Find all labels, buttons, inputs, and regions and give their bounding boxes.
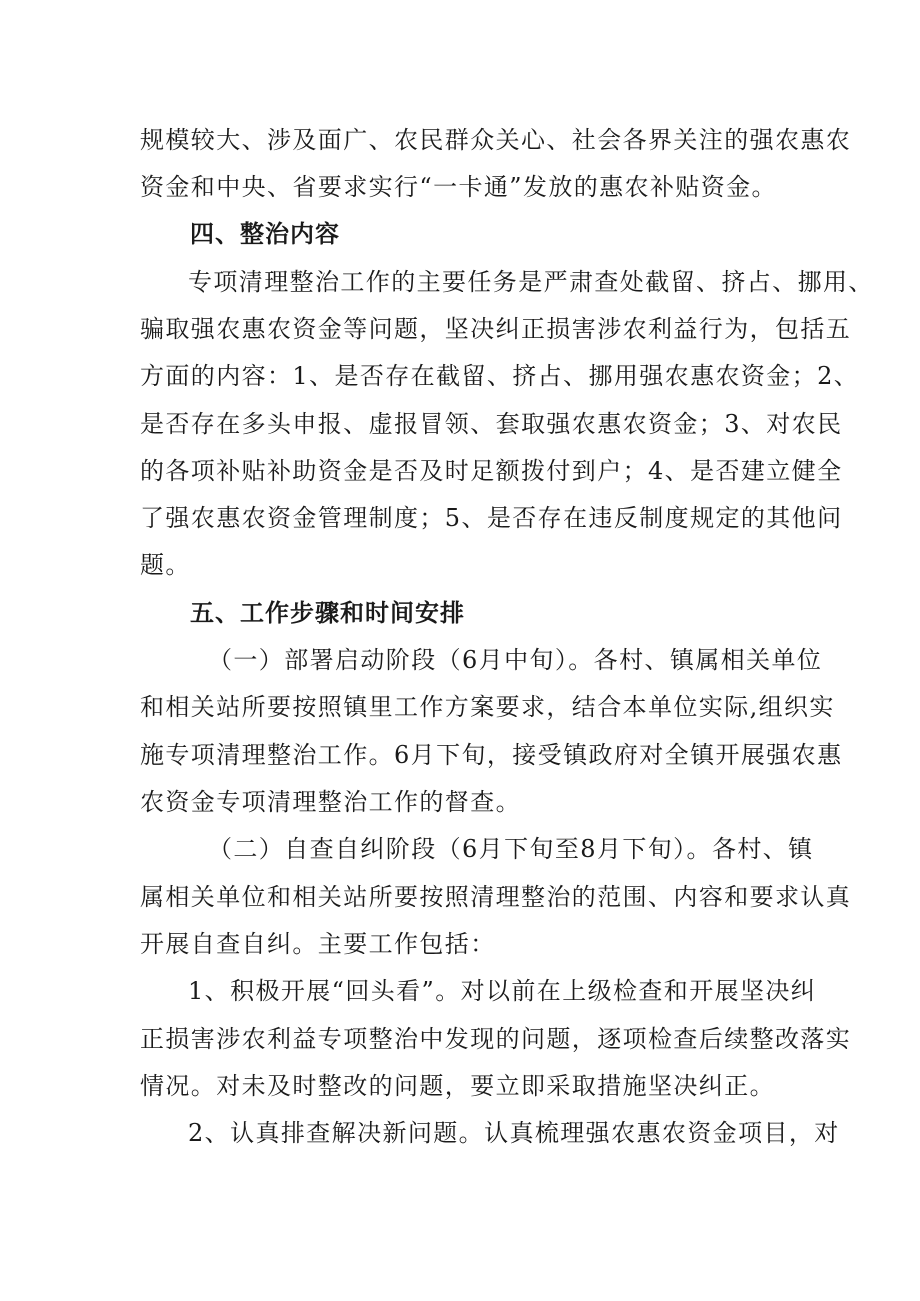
- body-line: 题。: [140, 551, 191, 579]
- body-line: 资金和中央、省要求实行“一卡通”发放的惠农补贴资金。: [140, 173, 777, 201]
- body-line: 情况。对未及时整改的问题，要立即采取措施坚决纠正。: [140, 1072, 775, 1100]
- body-line: 骗取强农惠农资金等问题，坚决纠正损害涉农利益行为，包括五: [140, 315, 852, 343]
- body-line: 施专项清理整治工作。6月下旬，接受镇政府对全镇开展强农惠: [140, 741, 843, 769]
- section-heading-5: 五、工作步骤和时间安排: [190, 599, 465, 627]
- body-line: （一）部署启动阶段（6月中旬）。各村、镇属相关单位: [208, 646, 823, 674]
- body-line: （二）自查自纠阶段（6月下旬至8月下旬）。各村、镇: [208, 835, 814, 863]
- body-line: 1、积极开展“回头看”。对以前在上级检查和开展坚决纠: [188, 977, 817, 1005]
- body-line: 和相关站所要按照镇里工作方案要求，结合本单位实际,组织实: [140, 693, 835, 721]
- section-heading-4: 四、整治内容: [190, 220, 340, 248]
- body-line: 专项清理整治工作的主要任务是严肃查处截留、挤占、挪用、: [188, 268, 874, 296]
- body-line: 正损害涉农利益专项整治中发现的问题，逐项检查后续整改落实: [140, 1025, 852, 1053]
- body-line: 方面的内容：1、是否存在截留、挤占、挪用强农惠农资金；2、: [140, 362, 860, 390]
- body-line: 是否存在多头申报、虚报冒领、套取强农惠农资金；3、对农民: [140, 410, 843, 438]
- body-line: 农资金专项清理整治工作的督查。: [140, 788, 521, 816]
- body-line: 属相关单位和相关站所要按照清理整治的范围、内容和要求认真: [140, 883, 852, 911]
- body-line: 开展自查自纠。主要工作包括：: [140, 930, 496, 958]
- body-line: 了强农惠农资金管理制度；5、是否存在违反制度规定的其他问: [140, 504, 843, 532]
- body-line: 2、认真排查解决新问题。认真梳理强农惠农资金项目，对: [188, 1119, 840, 1147]
- body-line: 规模较大、涉及面广、农民群众关心、社会各界关注的强农惠农: [140, 126, 852, 154]
- body-line: 的各项补贴补助资金是否及时足额拨付到户；4、是否建立健全: [140, 457, 843, 485]
